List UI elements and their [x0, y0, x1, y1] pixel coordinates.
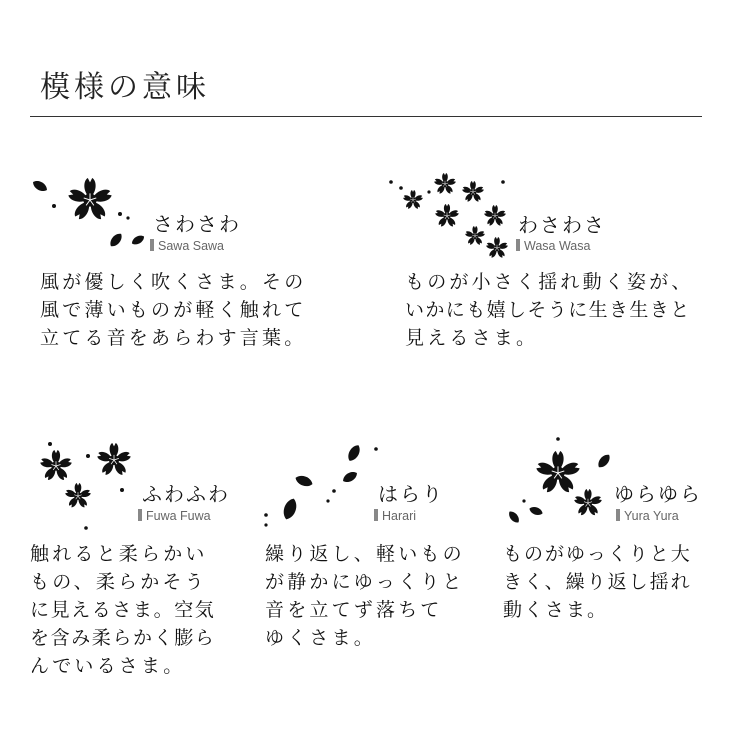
description-line: に見えるさま。空気 [30, 599, 216, 621]
romaji-marker [374, 509, 378, 521]
sakura-motif-sawasawa [24, 170, 154, 260]
petal-motif-harari [258, 435, 383, 530]
romaji-text: Yura Yura [624, 509, 679, 523]
romaji-label-wasawasa [516, 239, 590, 253]
description-wasawasa [405, 268, 694, 352]
romaji-label-harari [374, 509, 416, 523]
description-line: ものがゆっくりと大 [503, 543, 692, 565]
description-line: ものが小さく揺れ動く姿が、 [405, 271, 694, 293]
description-line: 風が優しく吹くさま。その [40, 271, 307, 293]
sakura-motif-wasawasa [385, 172, 520, 267]
description-fuwafuwa [30, 540, 215, 680]
description-yurayura [503, 540, 692, 624]
description-line: 繰り返し、軽いもの [265, 543, 465, 565]
description-line: 風で薄いものが軽く触れて [40, 299, 307, 321]
item-name-sawasawa: さわさわ [153, 212, 241, 236]
romaji-label-fuwafuwa [138, 509, 211, 523]
romaji-text: Wasa Wasa [524, 239, 591, 253]
romaji-text: Sawa Sawa [158, 239, 225, 253]
romaji-text: Fuwa Fuwa [146, 509, 211, 523]
title-divider [30, 116, 702, 117]
romaji-marker [616, 509, 620, 521]
description-line: んでいるさま。 [30, 655, 186, 677]
description-line: が静かにゆっくりと [265, 571, 465, 593]
item-name-harari: はらり [378, 482, 444, 506]
description-line: 見えるさま。 [405, 327, 539, 349]
romaji-label-sawasawa [150, 239, 224, 253]
description-harari [265, 540, 465, 652]
description-line: 動くさま。 [503, 599, 609, 621]
item-name-fuwafuwa: ふわふわ [142, 482, 230, 506]
description-line: きく、繰り返し揺れ [503, 571, 692, 593]
romaji-marker [150, 239, 154, 251]
item-name-wasawasa: わさわさ [518, 213, 606, 237]
romaji-marker [138, 509, 142, 521]
romaji-marker [516, 239, 520, 251]
description-sawasawa [40, 268, 306, 352]
romaji-text: Harari [382, 509, 417, 523]
item-name-yurayura: ゆらゆら [614, 482, 702, 506]
description-line: 立てる音をあらわす言葉。 [40, 327, 307, 349]
page-title: 模様の意味 [40, 70, 210, 105]
description-line: 音を立てず落ちて [265, 599, 443, 621]
sakura-motif-yurayura [500, 435, 620, 530]
description-line: いかにも嬉しそうに生き生きと [405, 299, 691, 321]
description-line: ゆくさま。 [265, 627, 377, 649]
sakura-motif-fuwafuwa [32, 438, 142, 533]
description-line: を含み柔らかく膨ら [30, 627, 216, 649]
romaji-label-yurayura [616, 509, 679, 523]
description-line: 触れると柔らかい [30, 543, 208, 565]
description-line: もの、柔らかそう [30, 571, 207, 593]
